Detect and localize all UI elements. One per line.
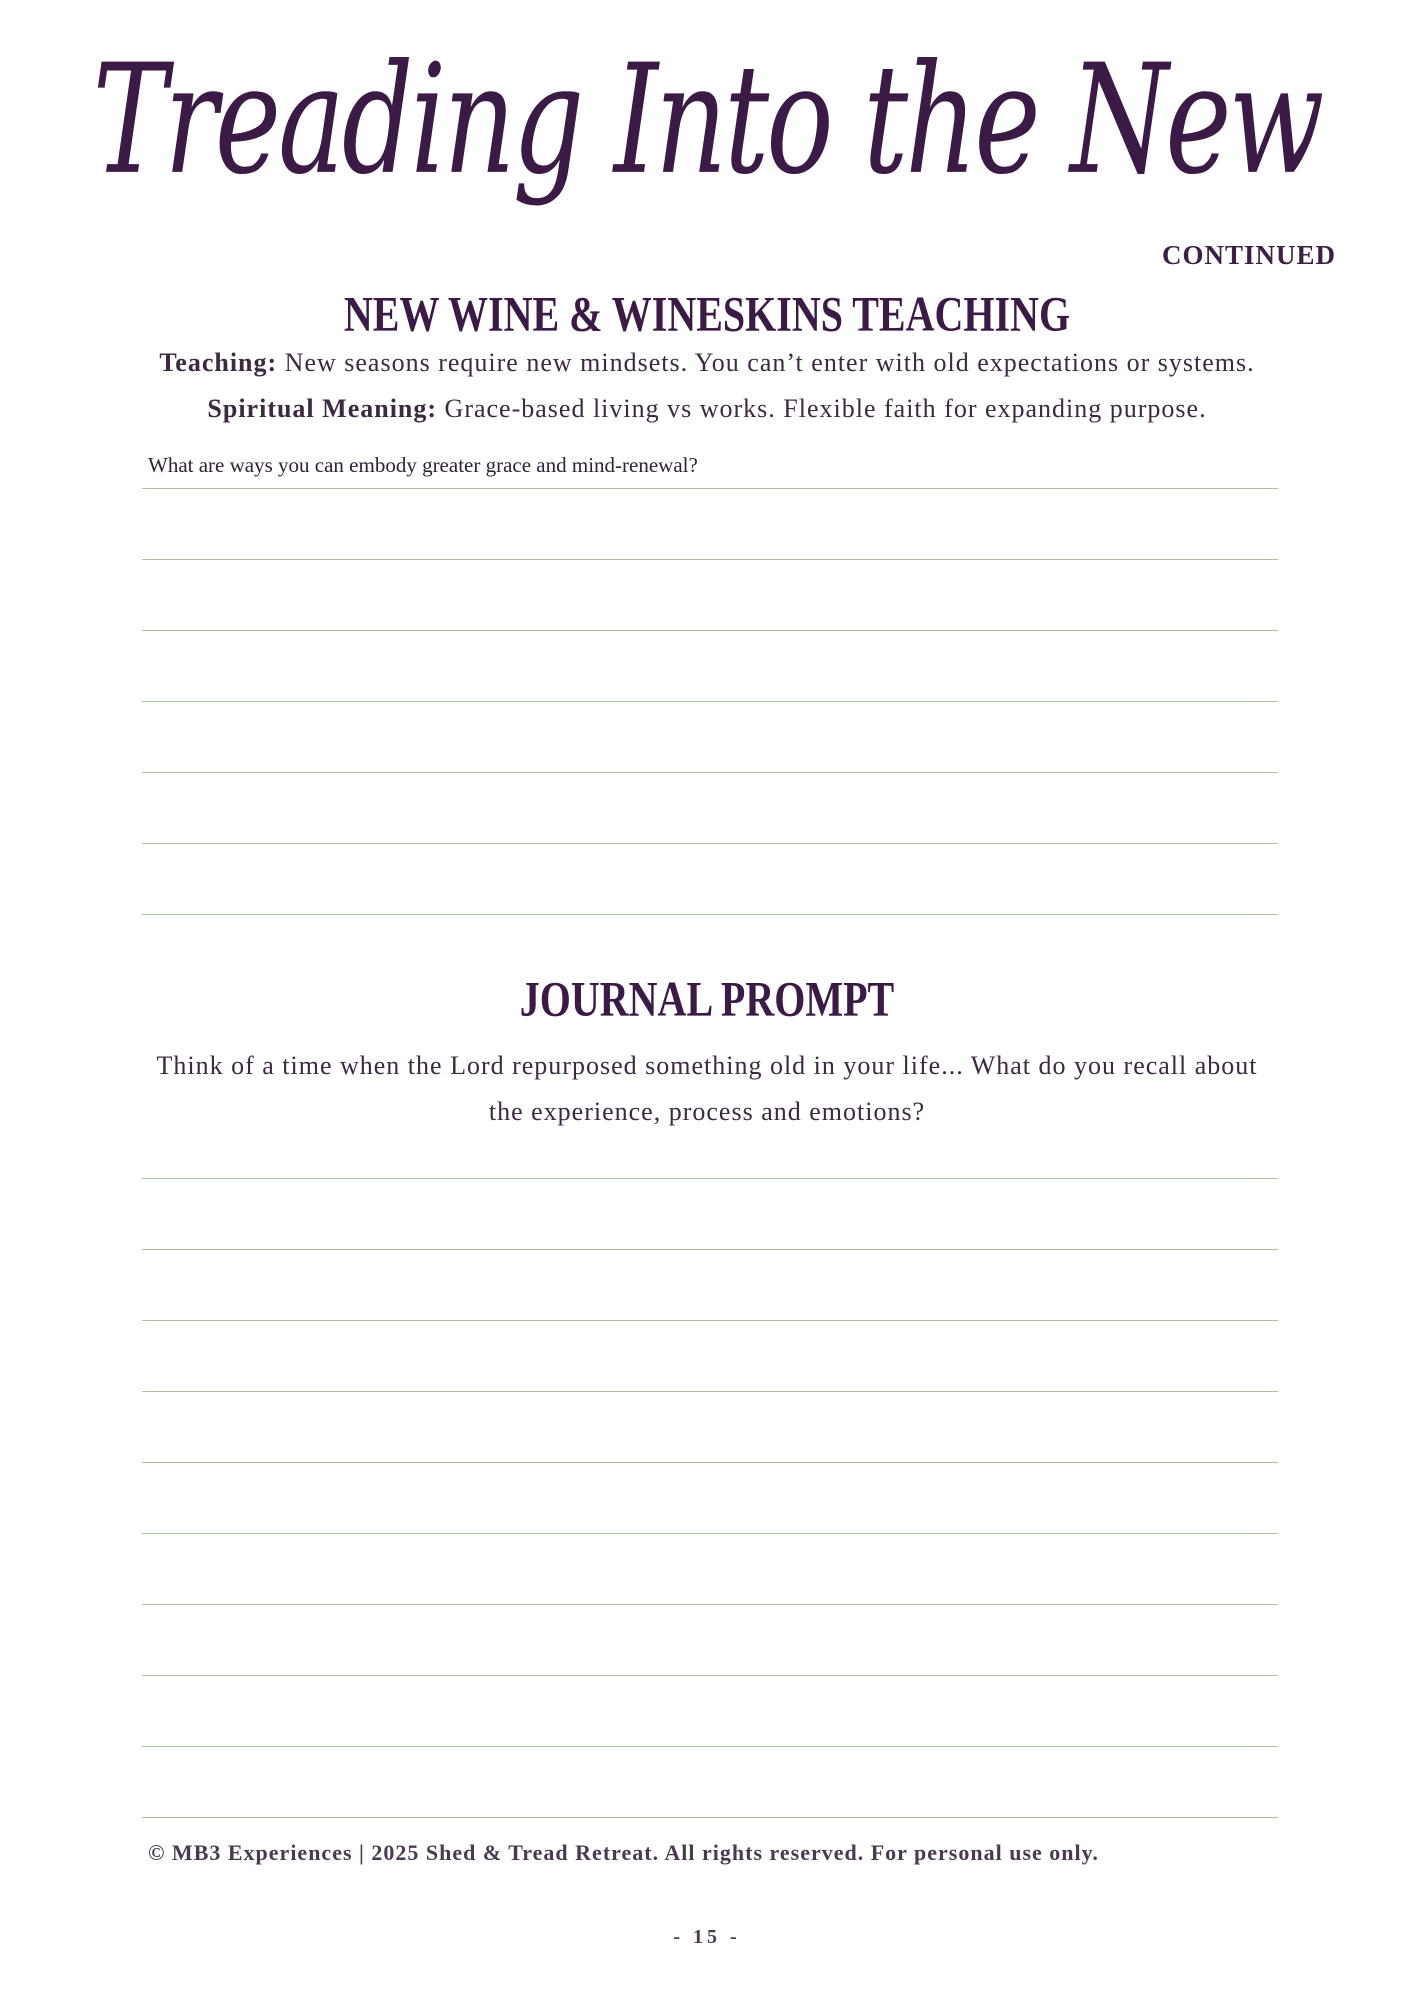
writing-line[interactable] — [142, 1533, 1278, 1534]
copyright-footer: © MB3 Experiences | 2025 Shed & Tread Retreat. All rights reserved. For personal use only. — [148, 1840, 1099, 1865]
writing-line[interactable] — [142, 630, 1278, 631]
page-title: Treading Into the New — [92, 32, 1322, 209]
writing-line[interactable] — [142, 1249, 1278, 1250]
section-heading-journal-prompt: JOURNAL PROMPT — [519, 970, 895, 1027]
writing-line[interactable] — [142, 1604, 1278, 1605]
writing-line[interactable] — [142, 1391, 1278, 1392]
journal-question: What are ways you can embody greater grace and mind-renewal? — [148, 453, 698, 477]
writing-line[interactable] — [142, 1675, 1278, 1676]
continued-label: CONTINUED — [1161, 240, 1336, 270]
teaching-label: Teaching: — [159, 348, 278, 377]
writing-line[interactable] — [142, 1817, 1278, 1818]
spiritual-meaning-text: Grace-based living vs works. Flexible faith for expanding purpose. — [437, 394, 1207, 423]
writing-line[interactable] — [142, 1320, 1278, 1321]
writing-line[interactable] — [142, 1178, 1278, 1179]
writing-line[interactable] — [142, 843, 1278, 844]
writing-line[interactable] — [142, 559, 1278, 560]
page-number: - 15 - — [673, 1926, 741, 1948]
teaching-paragraph — [0, 348, 1414, 378]
writing-line[interactable] — [142, 1462, 1278, 1463]
writing-line[interactable] — [142, 1746, 1278, 1747]
writing-line[interactable] — [142, 772, 1278, 773]
spiritual-meaning-label: Spiritual Meaning: — [207, 394, 438, 423]
spiritual-meaning-paragraph — [0, 394, 1414, 424]
writing-line[interactable] — [142, 701, 1278, 702]
writing-line[interactable] — [142, 488, 1278, 489]
writing-line[interactable] — [142, 914, 1278, 915]
journal-prompt-text: Think of a time when the Lord repurposed something old in your life... What do you recall about the experience, process and emotions? — [156, 1051, 1258, 1126]
section-heading-teaching: NEW WINE & WINESKINS TEACHING — [343, 285, 1071, 342]
teaching-text: New seasons require new mindsets. You can’t enter with old expectations or systems. — [277, 348, 1255, 377]
